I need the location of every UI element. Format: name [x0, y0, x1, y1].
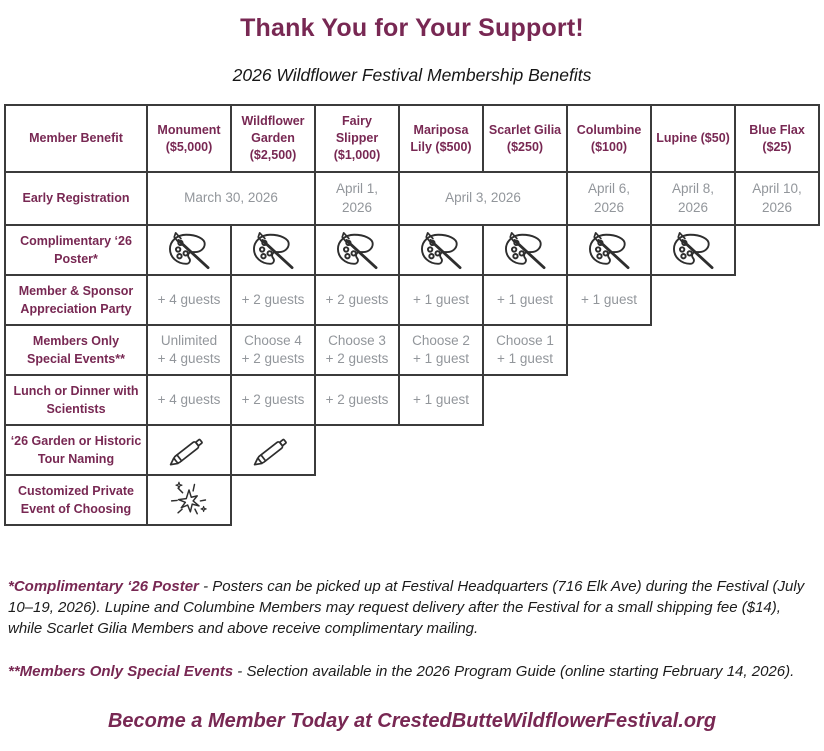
benefit-value-cell: April 10, 2026	[735, 172, 819, 225]
palette-icon-cell	[483, 225, 567, 275]
palette-icon	[166, 230, 212, 270]
benefit-value-cell: + 1 guest	[567, 275, 651, 325]
benefit-value-line: Unlimited	[161, 333, 217, 348]
table-header-row	[5, 105, 819, 172]
benefit-value-cell: April 3, 2026	[399, 172, 567, 225]
benefit-value-line: Choose 4	[244, 333, 302, 348]
column-header-tier: Mariposa Lily ($500)	[399, 105, 483, 172]
palette-icon-cell	[231, 225, 315, 275]
benefit-value-cell: April 1, 2026	[315, 172, 399, 225]
palette-icon	[418, 230, 464, 270]
benefit-value-line: Choose 3	[328, 333, 386, 348]
benefit-row	[5, 425, 819, 475]
benefit-row	[5, 172, 819, 225]
benefit-row	[5, 325, 819, 375]
column-header-tier: Lupine ($50)	[651, 105, 735, 172]
page-title: Thank You for Your Support!	[0, 14, 824, 43]
row-label: Member & Sponsor Appreciation Party	[5, 275, 147, 325]
benefit-value-line: + 1 guest	[497, 351, 553, 366]
palette-icon-cell	[651, 225, 735, 275]
column-header-member-benefit: Member Benefit	[5, 105, 147, 172]
column-header-tier: Scarlet Gilia ($250)	[483, 105, 567, 172]
footnote-poster	[8, 576, 816, 639]
footnote-poster-body: - Posters can be picked up at Festival Headquarters (716 Elk Ave) during the Festival (July 10–19, 2026). Lupine and Columbine Members may request delivery after the Festival for a small shipping fee ($14), while Scarlet Gilia Members and above receive complimentary mailing.	[8, 578, 804, 637]
benefit-value-cell: + 2 guests	[315, 375, 399, 425]
benefit-value-cell: April 6, 2026	[567, 172, 651, 225]
row-label: Members Only Special Events**	[5, 325, 147, 375]
benefit-row	[5, 275, 819, 325]
benefit-value-cell: + 1 guest	[399, 375, 483, 425]
column-header-tier: Wildflower Garden ($2,500)	[231, 105, 315, 172]
pen-icon-cell	[147, 425, 231, 475]
palette-icon	[586, 230, 632, 270]
footnote-poster-lead: *Complimentary ‘26 Poster	[8, 578, 199, 595]
palette-icon	[334, 230, 380, 270]
benefit-value-cell: + 1 guest	[483, 275, 567, 325]
palette-icon	[670, 230, 716, 270]
benefit-value-cell: + 1 guest	[399, 275, 483, 325]
benefit-value-line: Choose 1	[496, 333, 554, 348]
benefit-value-cell: + 2 guests	[231, 375, 315, 425]
benefit-value-cell	[231, 325, 315, 375]
benefit-value-cell	[483, 325, 567, 375]
benefit-row	[5, 375, 819, 425]
benefit-value-cell: + 2 guests	[315, 275, 399, 325]
benefit-value-cell	[147, 325, 231, 375]
benefit-value-line: + 4 guests	[158, 351, 221, 366]
page-subtitle: 2026 Wildflower Festival Membership Benefits	[0, 65, 824, 86]
benefit-value-cell: + 4 guests	[147, 375, 231, 425]
benefit-value-cell	[315, 325, 399, 375]
footnotes	[8, 576, 816, 682]
row-label: Lunch or Dinner with Scientists	[5, 375, 147, 425]
membership-benefits-table	[4, 104, 820, 526]
column-header-tier: Fairy Slipper ($1,000)	[315, 105, 399, 172]
row-label: Customized Private Event of Choosing	[5, 475, 147, 525]
sparkle-icon-cell	[147, 475, 231, 525]
benefit-value-cell: April 8, 2026	[651, 172, 735, 225]
footnote-special-events	[8, 661, 816, 682]
benefit-value-cell: + 4 guests	[147, 275, 231, 325]
benefit-value-line: + 1 guest	[413, 351, 469, 366]
become-member-cta: Become a Member Today at CrestedButteWildflowerFestival.org	[0, 710, 824, 733]
palette-icon-cell	[315, 225, 399, 275]
benefit-value-cell: + 2 guests	[231, 275, 315, 325]
palette-icon	[502, 230, 548, 270]
benefit-row	[5, 475, 819, 525]
row-label: ‘26 Garden or Historic Tour Naming	[5, 425, 147, 475]
palette-icon-cell	[399, 225, 483, 275]
sparkle-icon	[167, 479, 211, 521]
benefit-value-cell: March 30, 2026	[147, 172, 315, 225]
benefit-value-cell	[399, 325, 483, 375]
benefit-row	[5, 225, 819, 275]
benefit-value-line: + 2 guests	[242, 351, 305, 366]
column-header-tier: Columbine ($100)	[567, 105, 651, 172]
palette-icon-cell	[147, 225, 231, 275]
footnote-special-events-lead: **Members Only Special Events	[8, 663, 233, 680]
palette-icon	[250, 230, 296, 270]
row-label: Early Registration	[5, 172, 147, 225]
footnote-special-events-body: - Selection available in the 2026 Program Guide (online starting February 14, 2026).	[233, 663, 794, 680]
pen-icon-cell	[231, 425, 315, 475]
palette-icon-cell	[567, 225, 651, 275]
column-header-tier: Monument ($5,000)	[147, 105, 231, 172]
row-label: Complimentary ‘26 Poster*	[5, 225, 147, 275]
pen-icon	[162, 428, 216, 472]
column-header-tier: Blue Flax ($25)	[735, 105, 819, 172]
benefit-value-line: Choose 2	[412, 333, 470, 348]
pen-icon	[246, 428, 300, 472]
benefit-value-line: + 2 guests	[326, 351, 389, 366]
